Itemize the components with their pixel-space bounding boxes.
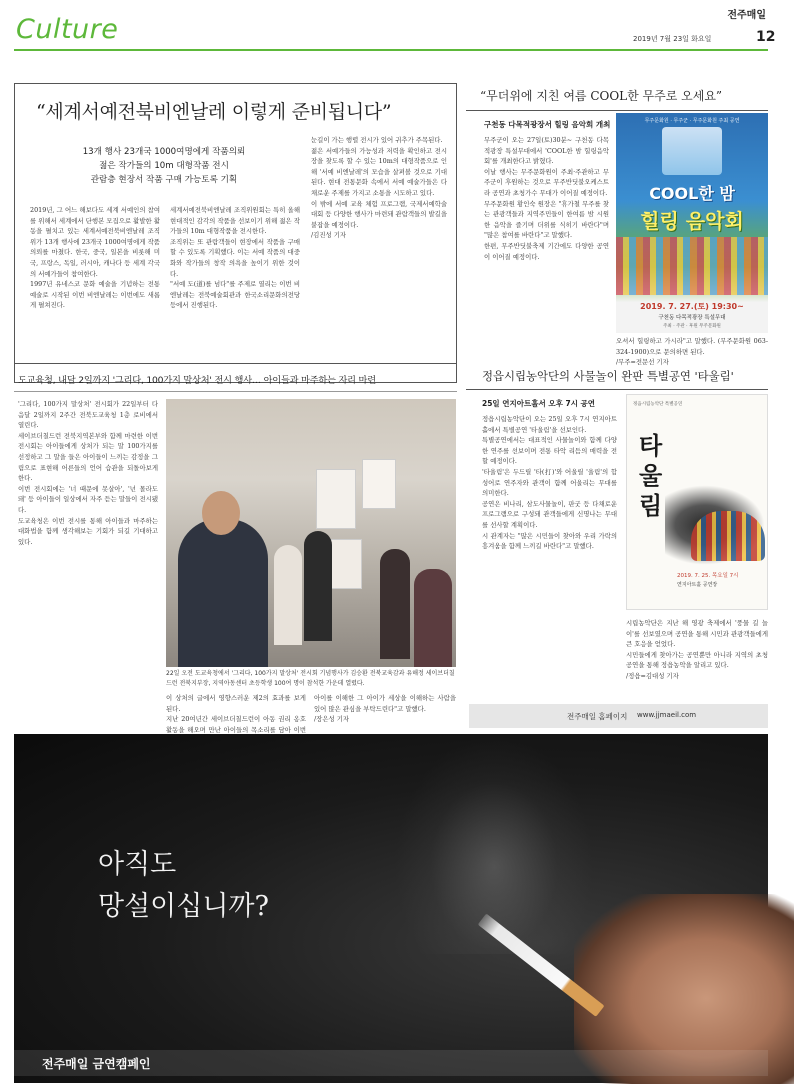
homepage-label: 전주매일 홈페이지: [567, 712, 628, 721]
paper-name: 전주매일: [727, 10, 766, 21]
article2-headline: “무더위에 지친 여름 COOL한 무주로 오세요”: [480, 89, 723, 103]
taullim-place: 연지아트홀 공연장: [677, 582, 718, 588]
poster-crowd: [616, 237, 768, 295]
campaign-line-2: 망설이십니까?: [98, 891, 269, 922]
article4-body: 정읍시립농악단이 오는 25일 오후 7시 연지아트홀에서 특별공연 '타울림'을 선보인다. 특별공연에서는 대표적인 사물놀이와 함께 다양한 연주를 선보이며 전통 타악 리듬의 매력을 전할 예정이다. '타울림'은 두드릴 '타(打)'와 어울릴 '울림'의 합성어로 연주자와 관객이 함께 어울리는 무대를 의미한다. 공연은 비나리, 삼도사물놀이, 판굿 등 다채로운 프로그램으로 구성돼 관객들에게 신명나는 무대를 선사할 계획이다. 시 관계자는 "많은 시민들이 찾아와 우리 가락의 흥겨움을 함께 느끼길 바란다"고 말했다.: [482, 415, 617, 551]
article4-headline: 정읍시립농악단의 사물놀이 완판 특별공연 '타울림': [482, 369, 734, 383]
article3-body-col3: 아이를 이해한 그 아이가 세상을 이해하는 사람을 있어 많은 관심을 부탁드린다"고 말했다. /장은성 기자: [314, 694, 456, 724]
taullim-title: 타울림: [639, 431, 663, 520]
poster-waterfall: [662, 127, 722, 175]
exhibition-photo-caption: 22일 오전 도교육청에서 '그리다, 100가지 말상처' 전시회 기념행사가 김승환 전북교육감과 유해정 세이브더칠드런 전북지부장, 지역아동센터 초등학생 100여 명이 참석한 가운데 열렸다.: [166, 670, 455, 687]
campaign-footer: 전주매일 금연캠페인: [42, 1057, 151, 1071]
article-calligraphy-biennale: [14, 83, 457, 383]
photo-man-head: [202, 491, 240, 535]
homepage-banner: [469, 704, 768, 728]
photo-child-1: [274, 545, 302, 645]
photo-panel-2: [362, 459, 396, 509]
taullim-org: 정읍시립농악단 특별공연: [633, 402, 683, 407]
article3-body-col2: 이 상처의 글에서 영향스러운 제2의 효과를 보게 된다. 지난 20여년간 세이브더칠드런이 아동 권리 옹호 활동을 해오며 만난 아이들의 목소리를 담아 이번: [166, 694, 306, 734]
article1-body-col3: 눈길이 가는 행렬 전시가 있어 귀추가 주목된다. 젊은 서예가들의 가능성과 저력을 확인하고 전시장을 찾도록 할 수 있는 10m의 대형작품으로 인해 '서예 비엔날레'의 모습을 살펴볼 것으로 기대된다. 현대 전통문화 속에서 서예 예술가들은 다채로운 주제를 가지고 소통을 시도하고 있다. 이 밖에 서예 교육 체험 프로그램, 국제서예학술대회 등 다양한 행사가 마련돼 관람객들의 발길을 붙잡을 예정이다. /김진성 기자: [311, 136, 447, 240]
article-jeongeup-nongak: [466, 362, 768, 722]
page-number: 12: [756, 29, 776, 45]
article2-tail: 오셔서 힐링하고 가시라"고 말했다. (무주문화원 063-324-1900)으로 문의하면 된다. /무주=전문선 기자: [616, 337, 768, 367]
poster-title-1: COOL한 밤: [649, 184, 735, 203]
photo-panel-1: [316, 469, 356, 529]
masthead-rule: [14, 49, 768, 51]
homepage-url[interactable]: www.jjmaeil.com: [637, 711, 697, 719]
poster-performers: [691, 511, 765, 561]
poster-place: 구천동 다목적광장 특설무대: [658, 315, 726, 321]
issue-date: 2019년 7월 23일 화요일: [633, 35, 712, 43]
poster-top-text: 무주문화원 · 무주군 · 무주문화원 주최 공연: [644, 118, 740, 124]
poster-date: 2019. 7. 27.(토) 19:30~: [640, 302, 744, 311]
article1-subheads: [30, 145, 298, 187]
article1-headline: “세계서예전북비엔날레 이렇게 준비됩니다”: [36, 101, 392, 123]
article4-subhead: 25일 연지아트홀서 오후 7시 공연: [482, 399, 596, 408]
poster-title-2: 힐링 음악회: [640, 209, 744, 233]
no-smoking-campaign: [14, 734, 768, 1083]
article3-top-rule: [14, 363, 457, 364]
campaign-line-1: 아직도: [98, 849, 177, 880]
section-title: Culture: [16, 14, 119, 45]
article3-body-col1: '그리다, 100가지 말상처' 전시회가 22일부터 다음달 2일까지 2주간 전북도교육청 1층 로비에서 열린다. 세이브더칠드런 전북지역본부와 함께 마련한 이번 전시회는 아이들에게 상처가 되는 말 100가지를 선정하고 그 말을 들은 아이들이 느끼는 감정을 그림으로 표현해 어른들의 언어 습관을 되돌아보게 한다. 이번 전시회에는 '너 때문에 못살아', '넌 몰라도 돼' 등 아이들이 일상에서 자주 듣는 말들이 전시됐다. 도교육청은 이번 전시를 통해 아이들과 마주하는 대화법을 함께 생각해보는 기회가 되길 기대하고 있다.: [18, 400, 158, 546]
article1-subhead-3: 관람층 현장서 작품 구매 가능토록 기획: [90, 175, 238, 185]
article1-body-col1: 2019년, 그 어느 해보다도 세계 서예인의 참여를 위해서 세계에서 단행본 모집으로 활발한 활동을 펼치고 있는 세계서예전북비엔날레 조직위가 13개 행사에 23개국 1000여명에게 작품의뢰를 마쳤다. 한국, 중국, 일본을 비롯해 미국, 프랑스, 독일, 러시아, 캐나다 등 세계 각국의 서예가들이 참여한다. 1997년 유네스코 문화 예술을 기념하는 전통예술로 시작된 이번 비엔날레는 이번에도 새롭게 펼쳐진다.: [30, 206, 160, 310]
article1-body-col2: 세계서예전북비엔날레 조직위원회는 특히 올해 현대적인 감각의 작품을 선보이기 위해 젊은 작가들의 10m 대형작품을 전시한다. 조직위는 또 관람객들이 현장에서 작품을 구매할 수 있도록 기획했다. 이는 서예 작품의 대중화와 작가들의 창작 의욕을 높이기 위한 것이다. "서예 도(道)를 넘다"를 주제로 열리는 이번 비엔날레는 전북예술회관과 한국소리문화의전당 등에서 진행된다.: [170, 206, 300, 310]
poster-host: 주최 · 주관 · 후원 무주문화원: [663, 324, 721, 329]
article-education-exhibition: [14, 363, 457, 733]
article1-subhead-1: 13개 행사 23개국 1000여명에게 작품의뢰: [82, 147, 246, 157]
article1-subhead-2: 젊은 작가들의 10m 대형작품 전시: [99, 161, 229, 171]
taullim-date: 2019. 7. 25. 목요일 7시: [677, 573, 739, 579]
photo-man: [178, 519, 268, 667]
article2-head-rule: [466, 110, 768, 111]
article2-body: 무주군이 오는 27일(토)30분~ 구천동 다목적광장 특설무대에서 'COOL한 밤 힐링음악회'를 개최한다고 밝혔다. 이날 행사는 무주문화원이 주최·주관하고 무주군이 후원하는 것으로 무주반딧불오케스트라 공연과 초청가수 무대가 이어질 예정이다. 무주문화원 황인숙 원장은 "휴가철 무주를 찾는 관광객들과 지역주민들이 한여름 밤 시원한 음악을 즐기며 더위를 식히기 바란다"며 "많은 참여를 바란다"고 말했다. 한편, 무주반딧불축제 기간에도 다양한 공연이 이어질 예정이다.: [484, 136, 609, 261]
photo-child-2: [304, 531, 332, 641]
taullim-poster: [626, 394, 768, 610]
article-muju-concert: [466, 83, 768, 367]
article2-subhead: 구천동 다목적광장서 힐링 음악회 개최: [484, 120, 611, 129]
article3-head-rule: [14, 391, 457, 392]
muju-concert-poster: [616, 113, 768, 333]
masthead: [0, 0, 778, 50]
photo-child-3: [380, 549, 410, 659]
article4-tail: 시립농악단은 지난 해 영광 축제에서 '풍물 길 놀이'를 선보였으며 공연을 통해 시민과 관광객들에게 큰 호응을 얻었다. 시민들에게 찾아가는 공연뿐만 아니라 지역의 초청공연을 통해 정읍농악을 알리고 있다. /정읍=김대성 기자: [626, 619, 768, 680]
exhibition-photo: [166, 399, 456, 667]
article4-head-rule: [466, 389, 768, 390]
article3-headline: 도교육청, 내달 2일까지 '그리다, 100가지 말상처' 전시 행사… 아이들과 마주하는 자리 마련: [18, 375, 376, 386]
photo-child-4: [414, 569, 452, 667]
